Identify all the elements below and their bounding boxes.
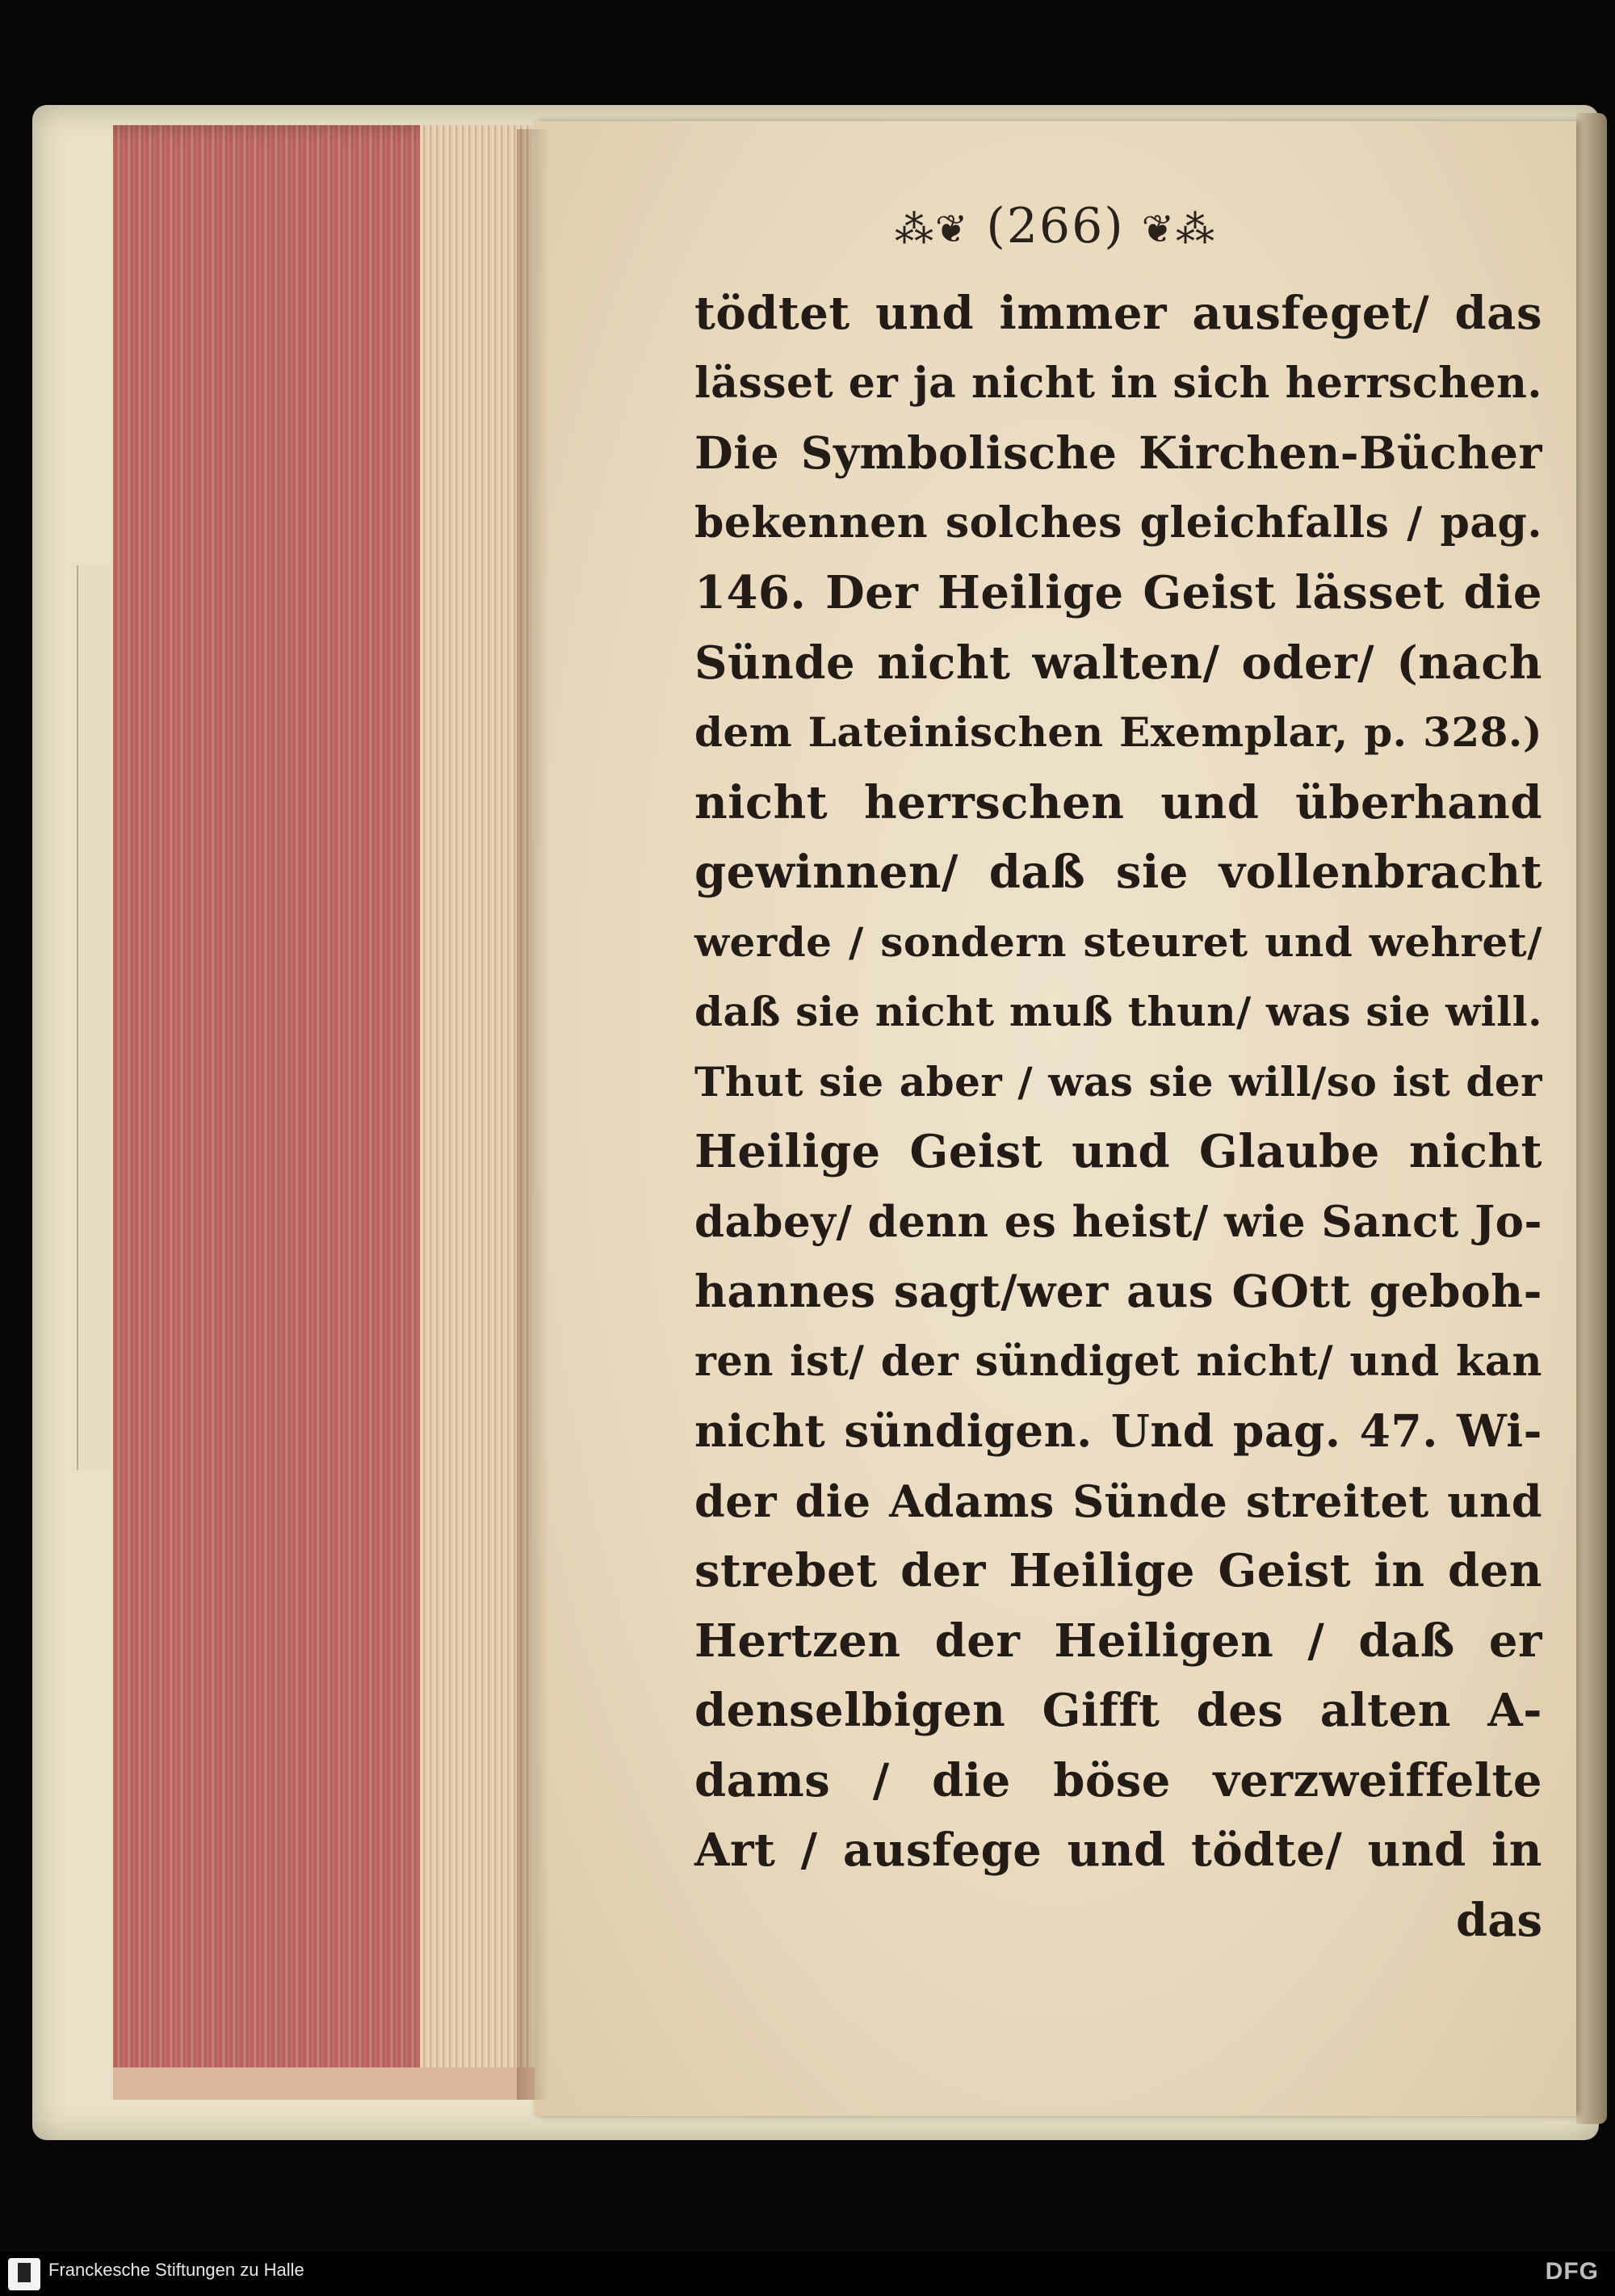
text-line: bekennen solches gleichfalls / pag. xyxy=(694,497,1542,548)
page-header xyxy=(535,198,1576,254)
text-line: dabey/ denn es heist/ wie Sanct Jo- xyxy=(694,1196,1542,1247)
book-page xyxy=(535,121,1576,2116)
text-line: gewinnen/ daß sie vollenbracht xyxy=(694,846,1542,899)
text-line: der die Adams Sünde streitet und xyxy=(694,1475,1542,1527)
text-line: 146. Der Heilige Geist lässet die xyxy=(694,566,1542,619)
catchword: das xyxy=(1456,1893,1542,1947)
dfg-logo[interactable]: DFG xyxy=(1545,2258,1599,2285)
body-text xyxy=(694,279,1542,1955)
viewer-footer xyxy=(0,2252,1615,2296)
ornament-left-icon: ⁂❦ xyxy=(895,207,970,252)
text-line: Die Symbolische Kirchen-Bücher xyxy=(694,426,1542,479)
text-line: nicht herrschen und überhand xyxy=(694,775,1542,829)
text-line: Art / ausfege und tödte/ und in xyxy=(694,1824,1542,1877)
text-line: nicht sündigen. Und pag. 47. Wi- xyxy=(694,1404,1542,1457)
text-line: ren ist/ der sündiget nicht/ und kan xyxy=(694,1337,1542,1386)
text-line: daß sie nicht muß thun/ was sie will. xyxy=(694,988,1542,1035)
text-line: werde / sondern steuret und wehret/ xyxy=(694,917,1542,966)
text-line: dem Lateinischen Exemplar, p. 328.) xyxy=(694,708,1542,756)
institution-name[interactable]: Franckesche Stiftungen zu Halle xyxy=(48,2260,304,2280)
page-number: (266) xyxy=(986,198,1125,254)
ornament-right-icon: ❦⁂ xyxy=(1141,207,1216,252)
text-line: Sünde nicht walten/ oder/ (nach xyxy=(694,636,1542,690)
page-block-leaves xyxy=(420,125,533,2100)
text-line: Hertzen der Heiligen / daß er xyxy=(694,1614,1542,1668)
text-line: denselbigen Gifft des alten A- xyxy=(694,1684,1542,1737)
text-line: lässet er ja nicht in sich herrschen. xyxy=(694,358,1542,408)
right-cover-edge xyxy=(1576,113,1607,2124)
text-line: hannes sagt/wer aus GOtt geboh- xyxy=(694,1265,1542,1317)
text-line: Heilige Geist und Glaube nicht xyxy=(694,1125,1542,1178)
text-line: strebet der Heilige Geist in den xyxy=(694,1544,1542,1597)
gutter-shadow xyxy=(517,129,549,2100)
page-block-bottom xyxy=(113,2067,541,2100)
institution-logo-icon[interactable] xyxy=(8,2258,40,2290)
text-line: Thut sie aber / was sie will/so ist der xyxy=(694,1057,1542,1106)
text-line: dams / die böse verzweiffelte xyxy=(694,1753,1542,1807)
text-line: tödtet und immer ausfeget/ das xyxy=(694,287,1542,340)
